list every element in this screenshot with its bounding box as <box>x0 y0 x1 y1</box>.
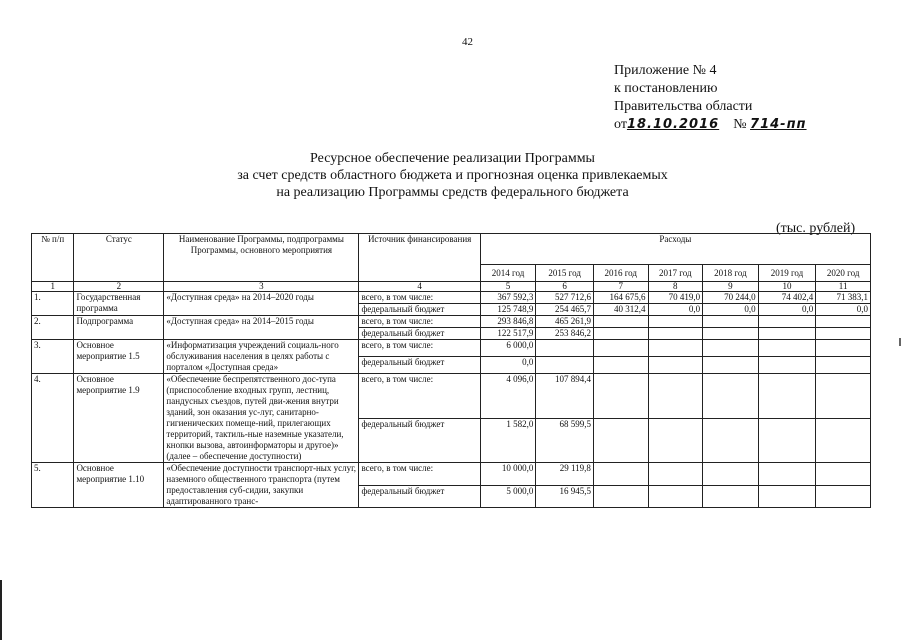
column-number: 1 <box>32 282 74 292</box>
row-value: 0,0 <box>703 304 759 316</box>
page-number: 42 <box>462 36 473 48</box>
header-year: 2019 год <box>758 265 816 282</box>
row-value <box>758 328 816 340</box>
title-line-2: за счет средств областного бюджета и прогнозная оценка привлекаемых <box>237 168 668 183</box>
header-status: Статус <box>74 234 164 282</box>
row-value <box>703 374 759 419</box>
row-value <box>648 463 703 486</box>
row-value <box>758 316 816 328</box>
row-value: 5 000,0 <box>480 485 536 508</box>
header-year: 2020 год <box>816 265 871 282</box>
number-prefix: № <box>733 117 747 132</box>
row-value <box>648 418 703 463</box>
row-value: 70 244,0 <box>703 292 759 304</box>
row-value: 254 465,7 <box>536 304 594 316</box>
handwritten-date: 18.10.2016 <box>626 117 720 132</box>
row-source: федеральный бюджет <box>359 304 480 316</box>
row-status: Основное мероприятие 1.10 <box>74 463 164 508</box>
row-value <box>758 357 816 374</box>
row-source: федеральный бюджет <box>359 485 480 508</box>
row-value <box>593 328 648 340</box>
row-value: 107 894,4 <box>536 374 594 419</box>
row-value <box>758 463 816 486</box>
row-name: «Обеспечение доступности транспорт-ных услуг, наземного общественного транспорта (путем предоставления суб-сидии, закупки адаптированного транс- <box>164 463 359 508</box>
row-value: 122 517,9 <box>480 328 536 340</box>
scan-edge-mark <box>0 580 2 640</box>
row-value <box>648 485 703 508</box>
document-title <box>0 150 905 201</box>
row-value: 1 582,0 <box>480 418 536 463</box>
title-line-3: на реализацию Программы средств федерального бюджета <box>276 185 629 200</box>
row-value <box>816 485 871 508</box>
column-number: 2 <box>74 282 164 292</box>
row-value <box>593 463 648 486</box>
row-value <box>648 328 703 340</box>
row-value <box>648 316 703 328</box>
column-number: 10 <box>758 282 816 292</box>
row-value: 0,0 <box>480 357 536 374</box>
row-value: 465 261,9 <box>536 316 594 328</box>
row-source: федеральный бюджет <box>359 328 480 340</box>
row-value <box>758 485 816 508</box>
row-status: Государственная программа <box>74 292 164 316</box>
row-value: 70 419,0 <box>648 292 703 304</box>
row-value <box>593 340 648 357</box>
row-value: 16 945,5 <box>536 485 594 508</box>
row-value <box>816 340 871 357</box>
row-value <box>703 485 759 508</box>
row-value: 4 096,0 <box>480 374 536 419</box>
row-name: «Доступная среда» на 2014–2020 годы <box>164 292 359 316</box>
row-value <box>758 418 816 463</box>
row-value <box>703 418 759 463</box>
row-name: «Доступная среда» на 2014–2015 годы <box>164 316 359 340</box>
row-num: 5. <box>32 463 74 508</box>
row-source: всего, в том числе: <box>359 340 480 357</box>
row-value: 0,0 <box>816 304 871 316</box>
row-value <box>758 340 816 357</box>
table-row <box>32 463 871 486</box>
row-value: 367 592,3 <box>480 292 536 304</box>
row-value: 29 119,8 <box>536 463 594 486</box>
table-row <box>32 316 871 328</box>
row-value: 68 599,5 <box>536 418 594 463</box>
row-value: 74 402,4 <box>758 292 816 304</box>
header-year: 2015 год <box>536 265 594 282</box>
appendix-line-1: Приложение № 4 <box>614 63 717 78</box>
column-number-row <box>32 282 871 292</box>
row-value: 527 712,6 <box>536 292 594 304</box>
budget-table <box>31 233 871 508</box>
row-num: 1. <box>32 292 74 316</box>
header-name: Наименование Программы, подпрограммы Программы, основного мероприятия <box>164 234 359 282</box>
row-value <box>703 340 759 357</box>
appendix-date-line <box>614 116 807 134</box>
units-label: (тыс. рублей) <box>776 221 856 236</box>
row-value: 10 000,0 <box>480 463 536 486</box>
row-value <box>703 328 759 340</box>
row-source: всего, в том числе: <box>359 316 480 328</box>
column-number: 6 <box>536 282 594 292</box>
header-year: 2014 год <box>480 265 536 282</box>
date-prefix: от <box>614 117 627 132</box>
row-value <box>816 374 871 419</box>
row-value: 0,0 <box>648 304 703 316</box>
row-value <box>816 418 871 463</box>
row-value: 293 846,8 <box>480 316 536 328</box>
title-line-1: Ресурсное обеспечение реализации Программы <box>310 151 595 166</box>
column-number: 8 <box>648 282 703 292</box>
appendix-block <box>614 62 807 134</box>
row-value <box>536 357 594 374</box>
row-num: 2. <box>32 316 74 340</box>
row-num: 4. <box>32 374 74 463</box>
column-number: 9 <box>703 282 759 292</box>
row-value: 71 383,1 <box>816 292 871 304</box>
row-value: 125 748,9 <box>480 304 536 316</box>
row-value <box>816 328 871 340</box>
row-status: Подпрограмма <box>74 316 164 340</box>
row-value <box>758 374 816 419</box>
row-value <box>593 316 648 328</box>
column-number: 7 <box>593 282 648 292</box>
table-row <box>32 374 871 419</box>
row-num: 3. <box>32 340 74 374</box>
row-status: Основное мероприятие 1.9 <box>74 374 164 463</box>
header-num: № п/п <box>32 234 74 282</box>
row-value <box>593 357 648 374</box>
row-source: всего, в том числе: <box>359 463 480 486</box>
row-value: 164 675,6 <box>593 292 648 304</box>
row-value <box>648 357 703 374</box>
scan-edge-mark <box>899 338 901 346</box>
column-number: 4 <box>359 282 480 292</box>
table-row <box>32 292 871 304</box>
column-number: 11 <box>816 282 871 292</box>
row-source: федеральный бюджет <box>359 357 480 374</box>
row-value <box>703 463 759 486</box>
row-source: федеральный бюджет <box>359 418 480 463</box>
row-value <box>593 374 648 419</box>
row-name: «Информатизация учреждений социаль-ного обслуживания населения в целях работы с порталом «Доступная среда» <box>164 340 359 374</box>
table-row <box>32 340 871 357</box>
row-value <box>703 357 759 374</box>
appendix-line-2: к постановлению <box>614 81 718 96</box>
row-value <box>648 374 703 419</box>
row-status: Основное мероприятие 1.5 <box>74 340 164 374</box>
header-year: 2018 год <box>703 265 759 282</box>
row-name: «Обеспечение беспрепятственного дос-тупа (приспособление входных групп, лестниц, пандусных съездов, путей дви-жения внутри зданий, зон оказания ус-луг, санитарно-гигиенических помеще-ний, прилегающих территорий, тактиль-ные наземные указатели, кнопки вызова, автоинформаторы и другое)» (далее – обеспечение доступности) <box>164 374 359 463</box>
row-value: 253 846,2 <box>536 328 594 340</box>
appendix-line-3: Правительства области <box>614 99 753 114</box>
column-number: 5 <box>480 282 536 292</box>
row-value: 6 000,0 <box>480 340 536 357</box>
column-number: 3 <box>164 282 359 292</box>
row-value <box>816 463 871 486</box>
row-value: 0,0 <box>758 304 816 316</box>
header-source: Источник финансирования <box>359 234 480 282</box>
row-value: 40 312,4 <box>593 304 648 316</box>
row-value <box>536 340 594 357</box>
header-year: 2017 год <box>648 265 703 282</box>
row-value <box>816 357 871 374</box>
header-expenses: Расходы <box>480 234 870 265</box>
row-value <box>593 418 648 463</box>
handwritten-number: 714-пп <box>750 117 807 132</box>
header-year: 2016 год <box>593 265 648 282</box>
row-source: всего, в том числе: <box>359 374 480 419</box>
row-value <box>816 316 871 328</box>
row-source: всего, в том числе: <box>359 292 480 304</box>
row-value <box>593 485 648 508</box>
row-value <box>703 316 759 328</box>
row-value <box>648 340 703 357</box>
